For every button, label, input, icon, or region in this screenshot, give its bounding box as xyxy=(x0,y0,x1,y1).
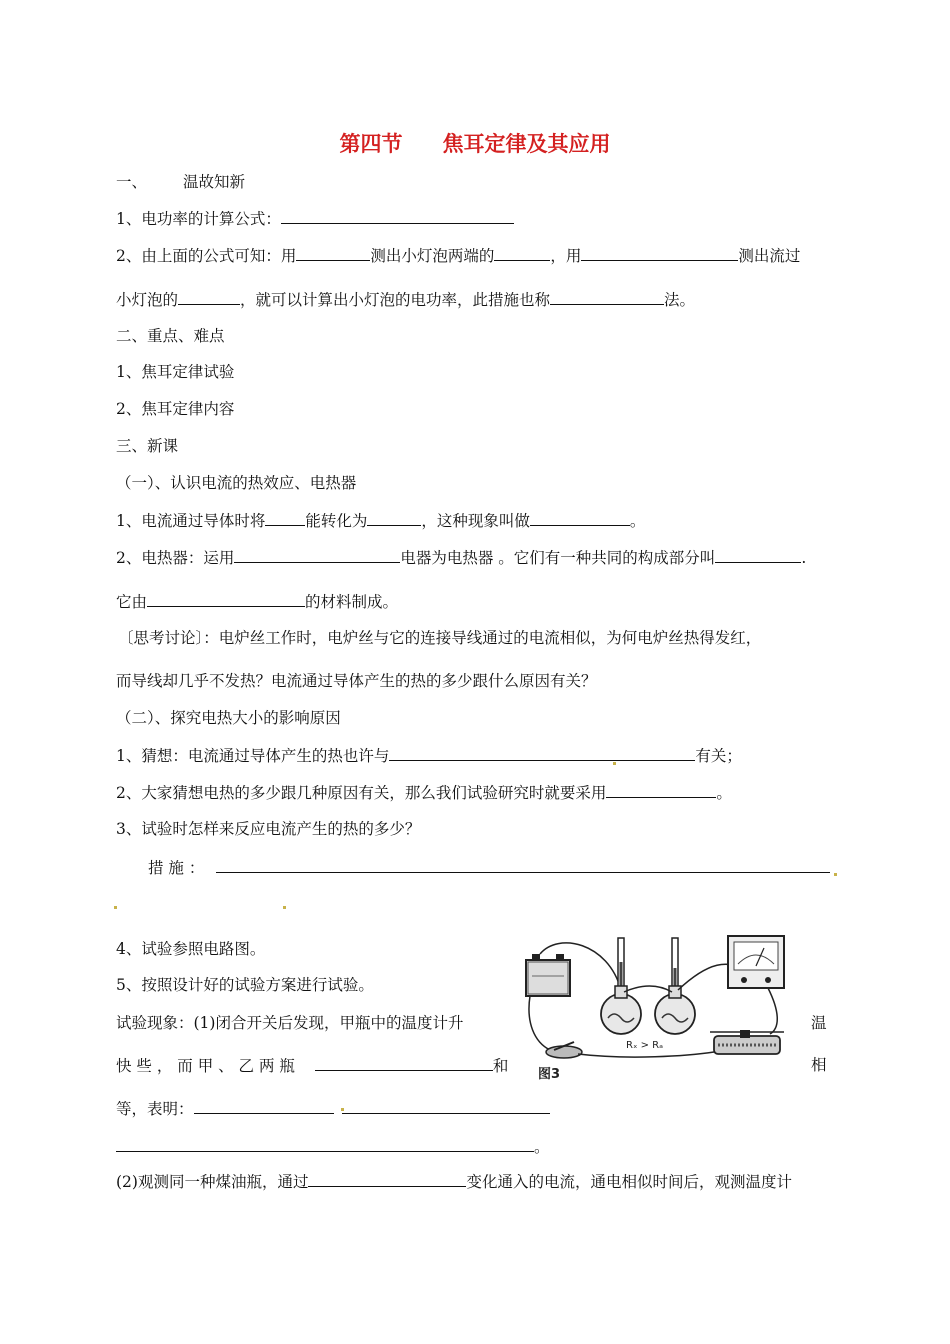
blank xyxy=(606,782,716,798)
blank xyxy=(389,745,695,761)
speck xyxy=(283,906,286,909)
blank xyxy=(116,1136,534,1152)
blank xyxy=(550,289,664,305)
title-section: 第四节 xyxy=(339,132,403,156)
guess-3: 3、试验时怎样来反应电流产生的热的多少？ xyxy=(116,820,421,838)
think-discussion-line-1: 〔思考讨论〕：电炉丝工作时，电炉丝与它的连接导线通过的电流相似，为何电炉丝热得发红， xyxy=(118,629,762,647)
section-review-heading: 一、 温故知新 xyxy=(116,173,246,191)
section-new-lesson: 三、新课 xyxy=(116,437,179,455)
blank xyxy=(234,547,400,563)
new-question-2-line-1: 2、电热器：运用 电器为电热器 。它们有一种共同的构成部分叫 . xyxy=(116,549,807,567)
part-1-heading: （一）、认识电流的热效应、电热器 xyxy=(116,474,357,492)
speck xyxy=(114,906,117,909)
key-point-2: 2、焦耳定律内容 xyxy=(116,400,235,418)
speck xyxy=(613,762,616,765)
blank xyxy=(342,1098,550,1114)
blank xyxy=(530,510,630,526)
speck xyxy=(834,873,837,876)
guess-5: 5、按照设计好的试验方案进行试验。 xyxy=(116,976,374,994)
flask-icon xyxy=(655,986,695,1034)
figure-label: Rₓ > Rₐ xyxy=(626,1040,663,1051)
circuit-diagram xyxy=(518,932,808,1082)
question-2-line-1: 2、由上面的公式可知：用 测出小灯泡两端的 ，用 测出流过 xyxy=(116,247,801,265)
guess-1: 1、猜想：电流通过导体产生的热也许与 有关； xyxy=(116,747,742,765)
blank xyxy=(308,1171,466,1187)
blank xyxy=(367,510,421,526)
observation-2-end: 相 xyxy=(811,1056,827,1074)
blank xyxy=(494,245,550,261)
observation-4: 。 xyxy=(116,1136,550,1157)
part-2-heading: （二）、探究电热大小的影响原因 xyxy=(116,709,341,727)
switch-icon xyxy=(546,1042,582,1058)
rheostat-icon xyxy=(710,1030,784,1054)
blank xyxy=(194,1098,334,1114)
section-key-points: 二、重点、难点 xyxy=(116,327,225,345)
think-discussion-line-2: 而导线却几乎不发热？电流通过导体产生的热的多少跟什么原因有关？ xyxy=(116,672,597,690)
blank xyxy=(581,245,738,261)
blank xyxy=(216,857,830,873)
observation-5: (2)观测同一种煤油瓶，通过 变化通入的电流，通电相似时间后，观测温度计 xyxy=(116,1173,792,1191)
guess-2: 2、大家猜想电热的多少跟几种原因有关，那么我们试验研究时就要采用 。 xyxy=(116,784,732,802)
blank xyxy=(265,510,305,526)
new-question-1: 1、电流通过导体时将 能转化为 ，这种现象叫做 。 xyxy=(116,512,646,530)
flask-icon xyxy=(601,986,641,1034)
observation-1: 试验现象：(1)闭合开关后发现，甲瓶中的温度计升 xyxy=(116,1014,464,1032)
blank xyxy=(715,547,801,563)
blank xyxy=(147,591,305,607)
blank xyxy=(296,245,370,261)
figure-caption: 图3 xyxy=(538,1067,561,1082)
measure-line: 措 施 ： xyxy=(148,857,830,878)
title-topic: 焦耳定律及其应用 xyxy=(442,132,611,156)
blank xyxy=(315,1055,493,1071)
blank xyxy=(281,208,514,224)
page-title xyxy=(0,128,950,158)
blank xyxy=(178,289,240,305)
battery-icon xyxy=(526,954,570,996)
question-1: 1、电功率的计算公式： xyxy=(116,208,514,229)
ammeter-icon xyxy=(728,936,784,988)
guess-4: 4、试验参照电路图。 xyxy=(116,940,266,958)
observation-3: 等，表明： xyxy=(116,1098,550,1119)
new-question-2-line-2: 它由 的材料制成。 xyxy=(116,593,399,611)
key-point-1: 1、焦耳定律试验 xyxy=(116,363,235,381)
question-2-line-2: 小灯泡的 ，就可以计算出小灯泡的电功率，此措施也称 法。 xyxy=(116,291,696,309)
observation-1-end: 温 xyxy=(811,1014,827,1032)
observation-2: 快 些 ， 而 甲 、 乙 两 瓶 和 xyxy=(116,1057,509,1075)
